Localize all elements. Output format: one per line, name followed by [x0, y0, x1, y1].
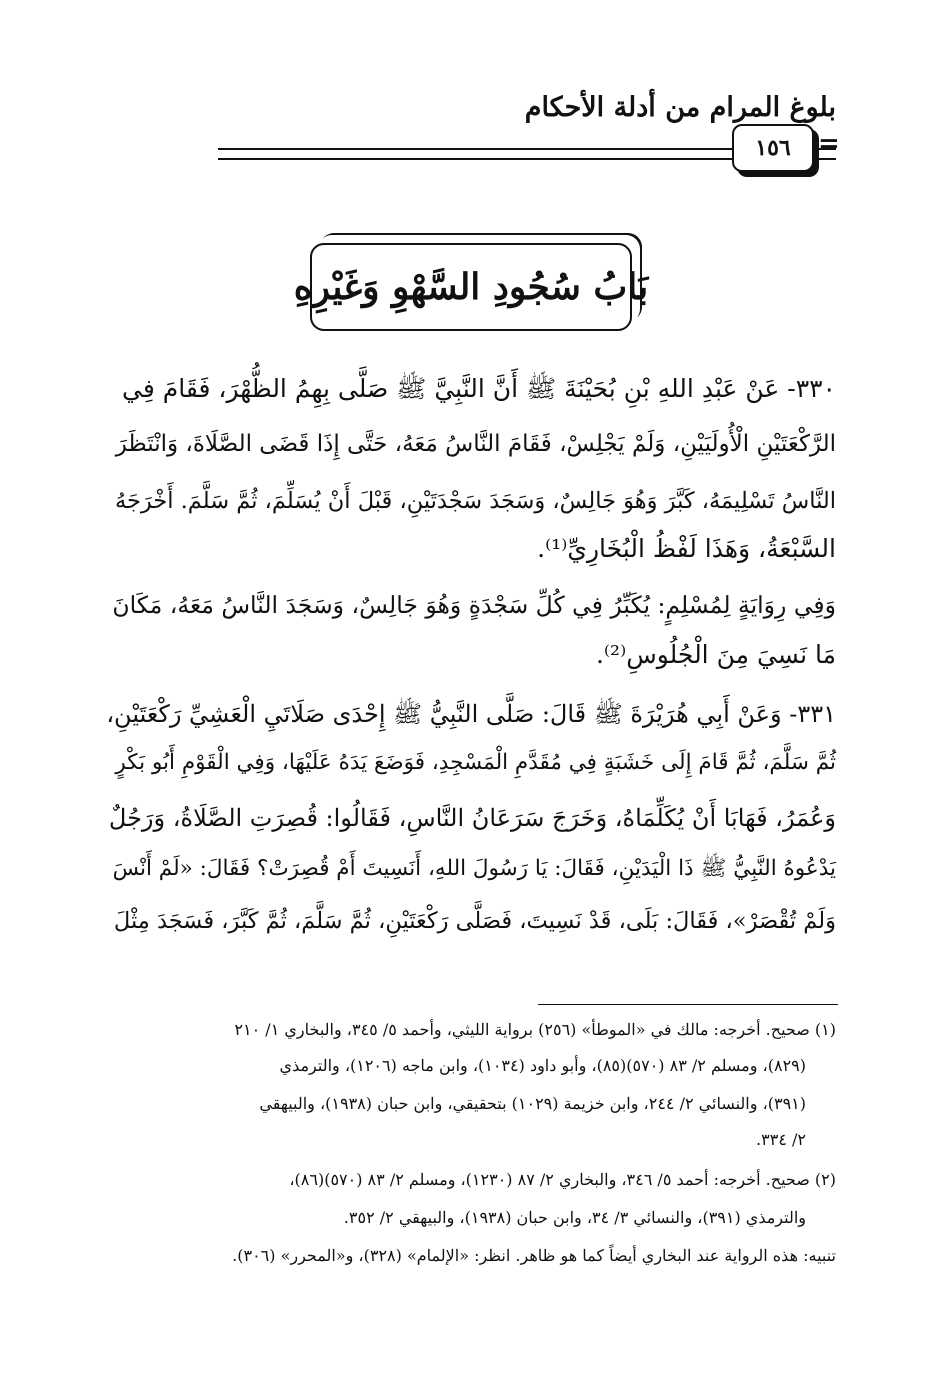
footnote-line: ٢/ ٣٣٤.: [756, 1130, 806, 1149]
body-line: ٣٣١- وَعَنْ أَبِي هُرَيْرَةَ ﷺ قَالَ: صَلَّى النَّبِيُّ ﷺ إِحْدَى صَلَاتَيِ الْعَشِيِّ رَكْعَتَيْنِ،: [106, 700, 836, 728]
body-line: السَّبْعَةُ، وَهَذَا لَفْظُ الْبُخَارِيِّ⁽¹⁾.: [537, 534, 836, 563]
footnote-line: والترمذي (٣٩١)، والنسائي ٣/ ٣٤، وابن حبان (١٩٣٨)، والبيهقي ٢/ ٣٥٢.: [343, 1208, 806, 1227]
body-line: مَا نَسِيَ مِنَ الْجُلُوسِ⁽²⁾.: [595, 640, 836, 669]
header-mark: =: [818, 129, 840, 159]
chapter-title: بَابُ سُجُودِ السَّهْوِ وَغَيْرِهِ: [293, 266, 649, 308]
body-line: وَعُمَرُ، فَهَابَا أَنْ يُكَلِّمَاهُ، وَخَرَجَ سَرَعَانُ النَّاسِ، فَقَالُوا: قُصِرَتِ الصَّلَاةُ، وَرَجُلٌ: [108, 804, 836, 832]
body-line: يَدْعُوهُ النَّبِيُّ ﷺ ذَا الْيَدَيْنِ، فَقَالَ: يَا رَسُولَ اللهِ، أَنَسِيتَ أَمْ قُصِرَتْ؟ فَقَالَ: «لَمْ أَنْسَ: [112, 856, 836, 881]
footnote-line: (٣٩١)، والنسائي ٢/ ٢٤٤، وابن خزيمة (١٠٢٩) بتحقيقي، وابن حبان (١٩٣٨)، والبيهقي: [259, 1094, 806, 1113]
body-line: الرَّكْعَتَيْنِ الْأُولَيَيْنِ، وَلَمْ يَجْلِسْ، فَقَامَ النَّاسُ مَعَهُ، حَتَّى إِذَا قَضَى الصَّلَاةَ، وَانْتَظَرَ: [115, 431, 836, 457]
footnote-separator: [538, 1004, 838, 1005]
footnote-line: (١) صحيح. أخرجه: مالك في «الموطأ» (٢٥٦) برواية الليثي، وأحمد ٥/ ٣٤٥، والبخاري ١/ ٢١٠: [234, 1020, 836, 1039]
page-number-text: ١٥٦: [755, 135, 791, 161]
footnote-line: (٢) صحيح. أخرجه: أحمد ٥/ ٣٤٦، والبخاري ٢/ ٨٧ (١٢٣٠)، ومسلم ٢/ ٨٣ (٥٧٠)(٨٦)،: [289, 1170, 836, 1189]
book-title: بلوغ المرام من أدلة الأحكام: [524, 92, 836, 123]
footnote-line: (٨٢٩)، ومسلم ٢/ ٨٣ (٥٧٠)(٨٥)، وأبو داود (١٠٣٤)، وابن ماجه (١٢٠٦)، والترمذي: [279, 1056, 806, 1075]
body-line: وَفِي رِوَايَةٍ لِمُسْلِمٍ: يُكَبِّرُ فِي كُلِّ سَجْدَةٍ وَهُوَ جَالِسٌ، وَسَجَدَ النَّاسُ مَعَهُ، مَكَانَ: [112, 591, 836, 619]
footnote-line: تنبيه: هذه الرواية عند البخاري أيضاً كما هو ظاهر. انظر: «الإلمام» (٣٢٨)، و«المحرر» (٣٠٦).: [232, 1246, 836, 1265]
body-line: وَلَمْ تُقْصَرْ»، فَقَالَ: بَلَى، قَدْ نَسِيتَ، فَصَلَّى رَكْعَتَيْنِ، ثُمَّ سَلَّمَ، ثُمَّ كَبَّرَ، فَسَجَدَ مِثْلَ: [113, 908, 836, 934]
chapter-title-box: [293, 243, 649, 331]
page-number: [732, 124, 814, 172]
body-line: ٣٣٠- عَنْ عَبْدِ اللهِ بْنِ بُحَيْنَةَ ﷺ أَنَّ النَّبِيَّ ﷺ صَلَّى بِهِمُ الظُّهْرَ، فَقَامَ فِي: [122, 374, 836, 403]
body-line: النَّاسُ تَسْلِيمَهُ، كَبَّرَ وَهُوَ جَالِسٌ، وَسَجَدَ سَجْدَتَيْنِ، قَبْلَ أَنْ يُسَلِّمَ، ثُمَّ سَلَّمَ. أَخْرَجَهُ: [114, 488, 836, 514]
body-line: ثُمَّ سَلَّمَ، ثُمَّ قَامَ إِلَى خَشَبَةٍ فِي مُقَدَّمِ الْمَسْجِدِ، فَوَضَعَ يَدَهُ عَلَيْهَا، وَفِي الْقَوْمِ أَبُو بَكْرٍ: [115, 750, 836, 775]
